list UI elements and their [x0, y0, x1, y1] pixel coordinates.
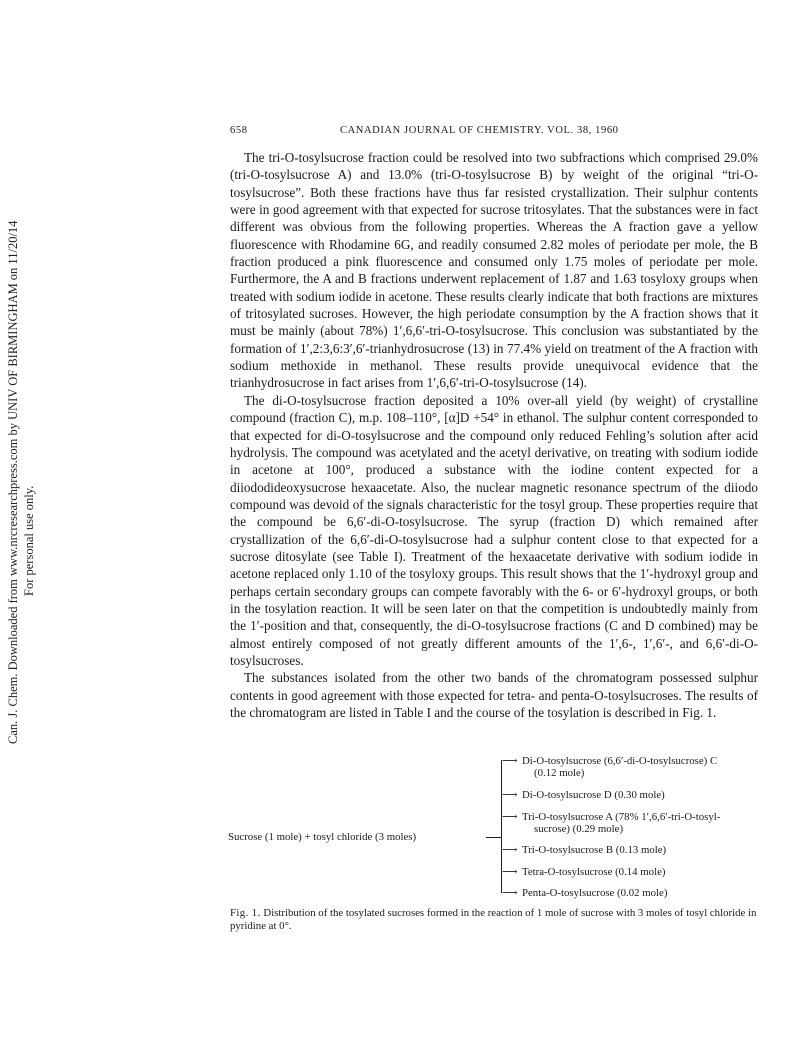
page-number: 658: [230, 125, 248, 136]
watermark-line-1: Can. J. Chem. Downloaded from www.nrcresearchpress.com by UNIV OF BIRMINGHAM on 11/20/14: [6, 220, 20, 744]
product-line-1: Di-O-tosylsucrose D (0.30 mole): [522, 789, 665, 801]
caption-label: Fig. 1.: [230, 907, 261, 919]
arrow-icon: ⟶: [502, 755, 518, 767]
product-line-1: Tri-O-tosylsucrose A (78% 1′,6,6′-tri-O-tosyl-: [522, 811, 721, 823]
arrow-icon: ⟶: [502, 866, 518, 878]
caption-text: Distribution of the tosylated sucroses formed in the reaction of 1 mole of sucrose with 3 moles of tosyl chloride in pyridine at 0°.: [230, 907, 757, 932]
journal-title: CANADIAN JOURNAL OF CHEMISTRY. VOL. 38, 1960: [340, 125, 619, 136]
product-line-2: sucrose) (0.29 mole): [534, 823, 624, 835]
figure-1-scheme: [228, 752, 768, 902]
running-header: [230, 125, 758, 141]
arrow-icon: ⟶: [502, 844, 518, 856]
product-item: [502, 789, 665, 801]
paragraph-2: The di-O-tosylsucrose fraction deposited a 10% over-all yield (by weight) of crystalline compound (fraction C), m.p. 108–110°, [α]D +54° in ethanol. The sulphur content corresponded to that expected for di-O-tosylsucrose and the compound only reduced Fehling’s solution after acid hydrolysis. The compound was acetylated and the acetyl derivative, on treating with sodium iodide in acetone at 100°, produced a substance with the iodine content expected for a diiododideoxysucrose hexaacetate. Also, the nuclear magnetic resonance spectrum of the diiodo compound was devoid of the signals characteristic for the tosyl group. These properties require that the compound be 6,6′-di-O-tosylsucrose. The syrup (fraction D) which remained after crystallization of the 6,6′-di-O-tosylsucrose had a sulphur content close to that expected for a sucrose ditosylate (see Table I). Treatment of the hexaacetate derivative with sodium iodide in acetone replaced only 1.10 of the tosyloxy groups. This result shows that the 1′-hydroxyl group and perhaps certain secondary groups can compete favorably with the 6- or 6′-hydroxyl groups, or both in the tosylation reaction. It will be seen later on that the competition is undoubtedly mainly from the 1′-position and that, consequently, the di-O-tosylsucrose fractions (C and D combined) may be almost entirely composed of not greatly different amounts of the 1′,6-, 1′,6′-, and 6,6′-di-O-tosylsucroses.: [230, 392, 758, 668]
paragraph-3: The substances isolated from the other two bands of the chromatogram possessed sulphur contents in good agreement with those expected for tetra- and penta-O-tosylsucroses. The results of the chromatogram are listed in Table I and the course of the tosylation is described in Fig. 1.: [230, 670, 758, 720]
download-watermark: [2, 0, 42, 1052]
product-item: [502, 866, 665, 878]
arrow-icon: ⟶: [502, 887, 518, 899]
product-line-1: Tetra-O-tosylsucrose (0.14 mole): [522, 866, 666, 878]
article-body: [230, 149, 758, 721]
arrow-icon: ⟶: [502, 811, 518, 823]
figure-caption: [230, 907, 760, 932]
product-line-2: (0.12 mole): [534, 767, 585, 779]
product-item: [502, 755, 717, 779]
paragraph-1: The tri-O-tosylsucrose fraction could be resolved into two subfractions which comprised 29.0% (tri-O-tosylsucrose A) and 13.0% (tri-O-tosylsucrose B) by weight of the original “tri-O-tosylsucrose”. Both these fractions have thus far resisted crystallization. Their sulphur contents were in good agreement with that expected for sucrose tritosylates. That the substances were in fact different was obvious from the following properties. Whereas the A fraction gave a yellow fluorescence with Rhodamine 6G, and readily consumed 2.82 moles of periodate per mole, the B fraction produced a pink fluorescence and consumed only 1.75 moles of periodate per mole. Furthermore, the A and B fractions underwent replacement of 1.87 and 1.63 tosyloxy groups when treated with sodium iodide in acetone. These results clearly indicate that both fractions are mixtures of tritosylated sucroses. However, the high periodate consumption by the A fraction shows that it must be mainly (about 78%) 1′,6,6′-tri-O-tosylsucrose. This conclusion was substantiated by the formation of 1′,2:3,6:3′,6′-trianhydrosucrose (13) in 77.4% yield on treatment of the A fraction with sodium methoxide in methanol. These results provide unequivocal evidence that the trianhydrosucrose in fact arises from 1′,6,6′-tri-O-tosylsucrose (14).: [230, 150, 758, 391]
arrow-icon: ⟶: [502, 789, 518, 801]
connector-line: [486, 837, 502, 838]
product-line-1: Tri-O-tosylsucrose B (0.13 mole): [522, 844, 667, 856]
product-item: [502, 811, 720, 835]
product-item: [502, 887, 667, 899]
watermark-line-2: For personal use only.: [22, 485, 36, 596]
product-line-1: Penta-O-tosylsucrose (0.02 mole): [522, 887, 668, 899]
product-item: [502, 844, 666, 856]
product-line-1: Di-O-tosylsucrose (6,6′-di-O-tosylsucrose) C: [522, 755, 718, 767]
reaction-start-label: Sucrose (1 mole) + tosyl chloride (3 moles): [228, 831, 417, 843]
